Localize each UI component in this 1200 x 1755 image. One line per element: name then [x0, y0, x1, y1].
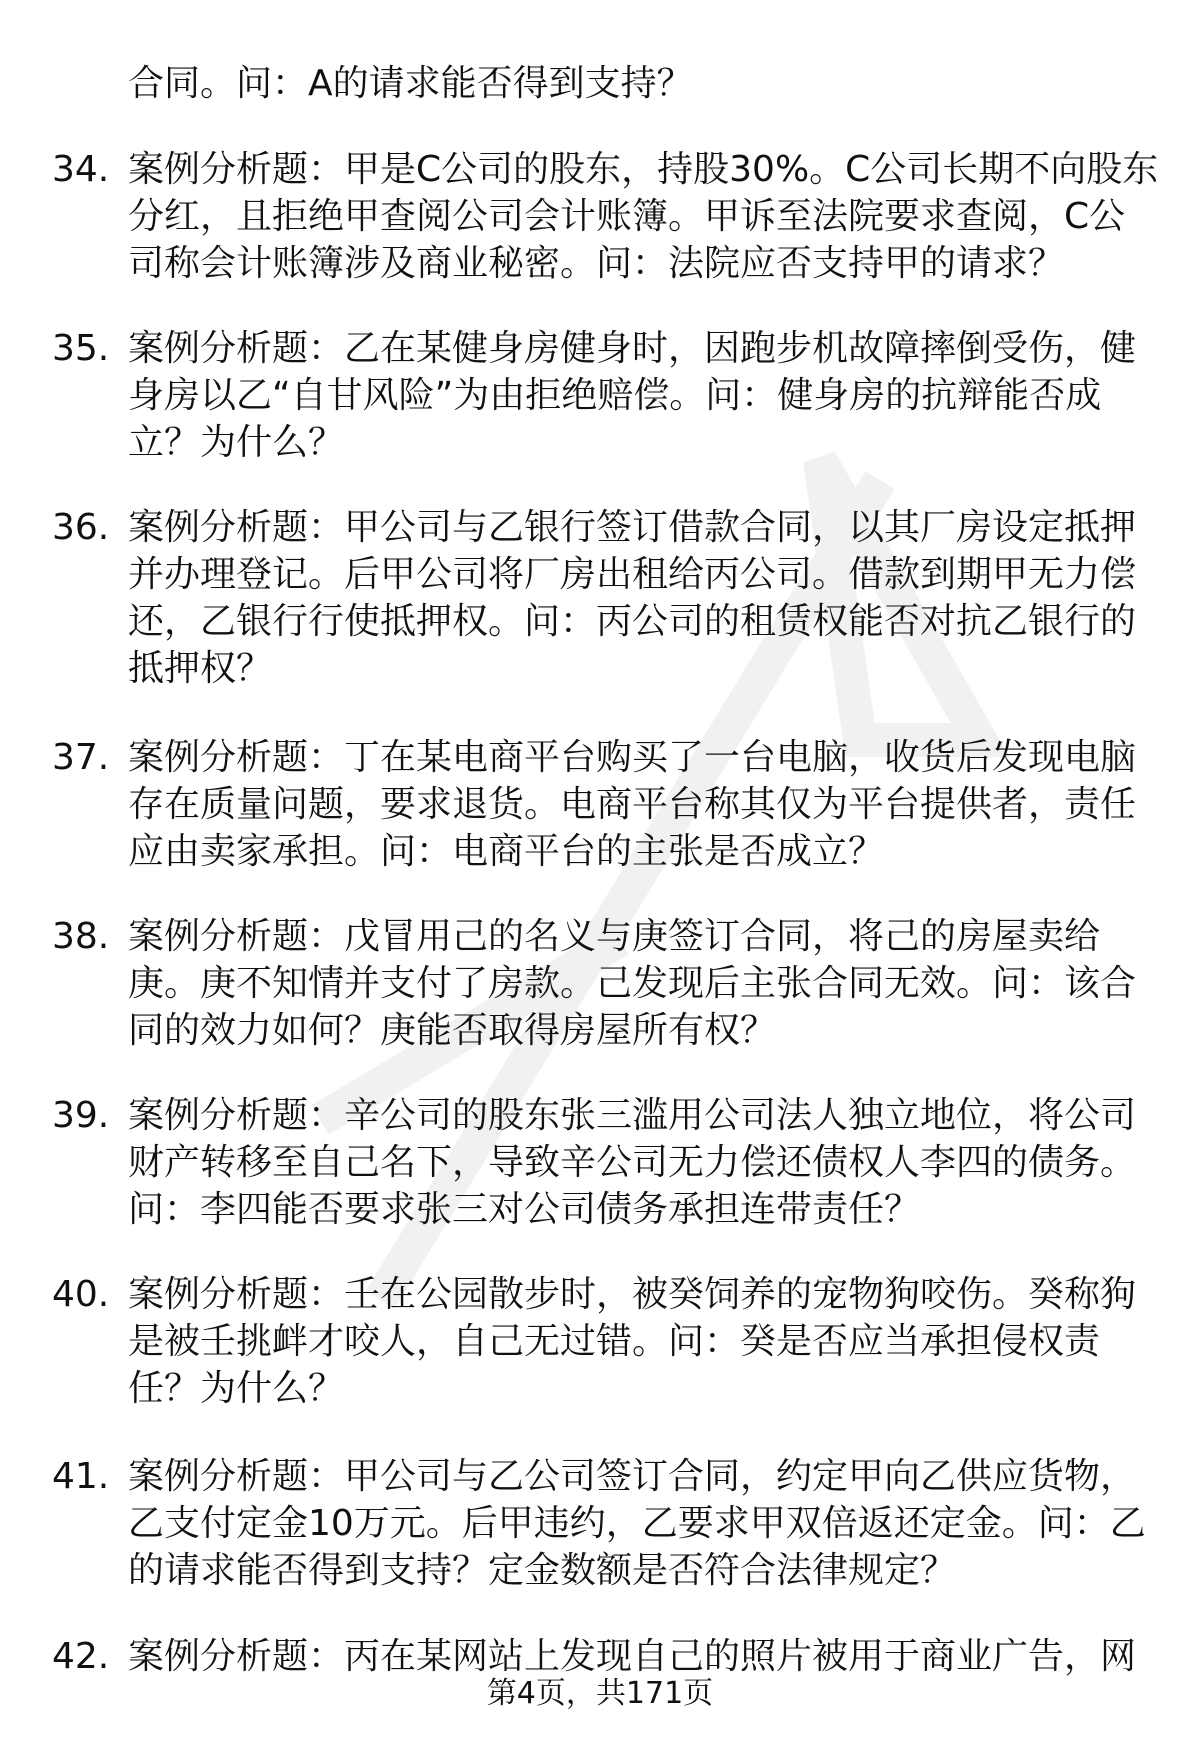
question-text: [128, 1453, 1168, 1594]
question-text-line: 问：李四能否要求张三对公司债务承担连带责任？: [128, 1189, 921, 1230]
question-text-line: 案例分析题：甲公司与乙银行签订借款合同，以其厂房设定抵押: [128, 507, 1137, 548]
question-text-line: 司称会计账簿涉及商业秘密。问：法院应否支持甲的请求？: [128, 243, 1065, 284]
question-number: 40.: [52, 1274, 110, 1315]
question-text-line: 任？为什么？: [128, 1368, 345, 1409]
question-number: 38.: [52, 916, 110, 957]
question-text-line: 分红，且拒绝甲查阅公司会计账簿。甲诉至法院要求查阅，C公: [128, 196, 1126, 237]
question-text-line: 乙支付定金10万元。后甲违约，乙要求甲双倍返还定金。问：乙: [128, 1503, 1146, 1544]
question-text-line: 案例分析题：丙在某网站上发现自己的照片被用于商业广告，网: [128, 1636, 1137, 1677]
question-number: 39.: [52, 1095, 110, 1136]
question-text-line: 财产转移至自己名下，导致辛公司无力偿还债权人李四的债务。: [128, 1142, 1137, 1183]
question-text-line: 的请求能否得到支持？定金数额是否符合法律规定？: [128, 1550, 957, 1591]
question-number: 42.: [52, 1636, 110, 1677]
question-text-line: 应由卖家承担。问：电商平台的主张是否成立？: [128, 831, 885, 872]
question-number: 35.: [52, 328, 110, 369]
question-text-line: 是被壬挑衅才咬人，自己无过错。问：癸是否应当承担侵权责: [128, 1321, 1101, 1362]
question-text-line: 案例分析题：乙在某健身房健身时，因跑步机故障摔倒受伤，健: [128, 328, 1137, 369]
question-text-line: 案例分析题：壬在公园散步时，被癸饲养的宠物狗咬伤。癸称狗: [128, 1274, 1137, 1315]
question-text: [128, 60, 1168, 107]
question-text: [128, 325, 1168, 466]
question-number: 34.: [52, 149, 110, 190]
question-text-line: 案例分析题：甲是C公司的股东，持股30%。C公司长期不向股东: [128, 149, 1159, 190]
question-text-line: 还，乙银行行使抵押权。问：丙公司的租赁权能否对抗乙银行的: [128, 601, 1137, 642]
question-number: 37.: [52, 737, 110, 778]
question-text-line: 案例分析题：甲公司与乙公司签订合同，约定甲向乙供应货物，: [128, 1456, 1137, 1497]
question-text-line: 存在质量问题，要求退货。电商平台称其仅为平台提供者，责任: [128, 784, 1137, 825]
question-text: [128, 504, 1168, 692]
question-text: [128, 1092, 1168, 1233]
page-footer: 第4页，共171页: [486, 1676, 714, 1711]
question-text: [128, 1271, 1168, 1412]
question-text-line: 庚。庚不知情并支付了房款。己发现后主张合同无效。问：该合: [128, 963, 1137, 1004]
question-text: [128, 734, 1168, 875]
question-text-line: 并办理登记。后甲公司将厂房出租给丙公司。借款到期甲无力偿: [128, 554, 1137, 595]
question-number: 36.: [52, 507, 110, 548]
question-text-line: 同的效力如何？庚能否取得房屋所有权？: [128, 1010, 777, 1051]
question-text-line: 抵押权？: [128, 648, 273, 689]
question-text-line: 案例分析题：辛公司的股东张三滥用公司法人独立地位，将公司: [128, 1095, 1137, 1136]
question-text: [128, 913, 1168, 1054]
question-text-line: 立？为什么？: [128, 422, 345, 463]
question-text-line: 身房以乙“自甘风险”为由拒绝赔偿。问：健身房的抗辩能否成: [128, 375, 1102, 416]
question-text: [128, 146, 1168, 287]
question-text-line: 案例分析题：丁在某电商平台购买了一台电脑，收货后发现电脑: [128, 737, 1137, 778]
question-text-line: 案例分析题：戊冒用己的名义与庚签订合同，将己的房屋卖给: [128, 916, 1101, 957]
question-text-line: 合同。问：A的请求能否得到支持？: [128, 63, 693, 104]
question-number: 41.: [52, 1456, 110, 1497]
